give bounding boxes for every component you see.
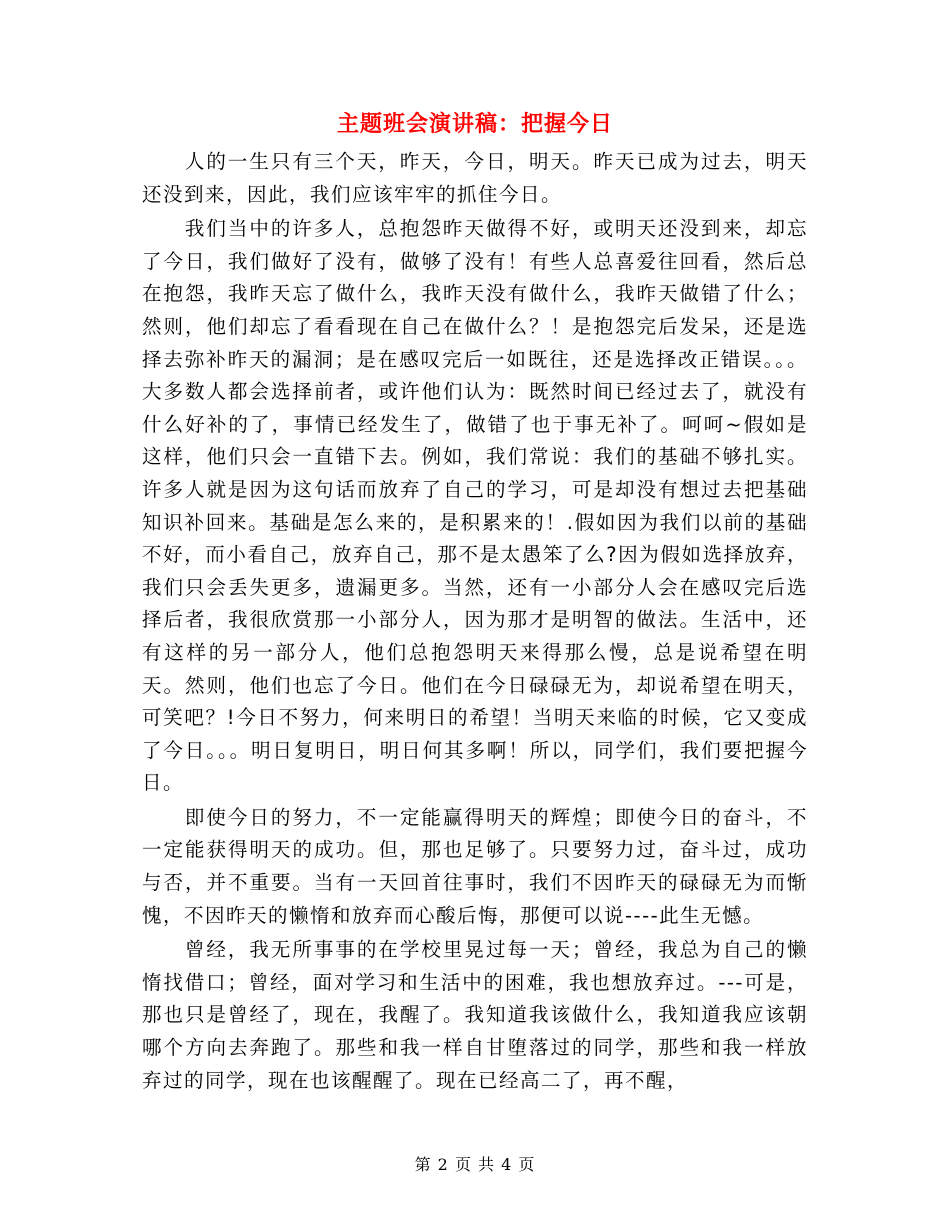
page-number-footer: 第 2 页 共 4 页 bbox=[414, 1155, 536, 1174]
paragraph: 即使今日的努力，不一定能赢得明天的辉煌；即使今日的奋斗，不一定能获得明天的成功。但，那也足够了。只要努力过，奋斗过，成功与否，并不重要。当有一天回首往事时，我们不因昨天的碌碌无为而惭愧，不因昨天的懒惰和放弃而心酸后悔，那便可以说----此生无憾。 bbox=[142, 805, 808, 927]
paragraph: 人的一生只有三个天，昨天，今日，明天。昨天已成为过去，明天还没到来，因此，我们应该牢牢的抓住今日。 bbox=[142, 150, 808, 206]
paragraph: 曾经，我无所事事的在学校里晃过每一天；曾经，我总为自己的懒惰找借口；曾经，面对学习和生活中的困难，我也想放弃过。---可是，那也只是曾经了，现在，我醒了。我知道我该做什么，我知道我应该朝哪个方向去奔跑了。那些和我一样自甘堕落过的同学，那些和我一样放弃过的同学，现在也该醒醒了。现在已经高二了，再不醒， bbox=[142, 938, 808, 1092]
document-body bbox=[142, 146, 808, 1099]
page-title: 主题班会演讲稿：把握今日 bbox=[336, 111, 613, 137]
paragraph: 我们当中的许多人，总抱怨昨天做得不好，或明天还没到来，却忘了今日，我们做好了没有，做够了没有！有些人总喜爱往回看，然后总在抱怨，我昨天忘了做什么，我昨天没有做什么，我昨天做错了什么；然则，他们却忘了看看现在自己在做什么？！是抱怨完后发呆，还是选择去弥补昨天的漏洞；是在感叹完后一如既往，还是选择改正错误。。。大多数人都会选择前者，或许他们认为：既然时间已经过去了，就没有什么好补的了，事情已经发生了，做错了也于事无补了。呵呵~假如是这样，他们只会一直错下去。例如，我们常说：我们的基础不够扎实。许多人就是因为这句话而放弃了自己的学习，可是却没有想过去把基础知识补回来。基础是怎么来的，是积累来的！.假如因为我们以前的基础不好，而小看自己，放弃自己，那不是太愚笨了么?因为假如选择放弃，我们只会丢失更多，遗漏更多。当然，还有一小部分人会在感叹完后选择后者，我很欣赏那一小部分人，因为那才是明智的做法。生活中，还有这样的另一部分人，他们总抱怨明天来得那么慢，总是说希望在明天。然则，他们也忘了今日。他们在今日碌碌无为，却说希望在明天，可笑吧？!今日不努力，何来明日的希望！当明天来临的时候，它又变成了今日。。。明日复明日，明日何其多啊！所以，同学们，我们要把握今日。 bbox=[142, 217, 808, 795]
